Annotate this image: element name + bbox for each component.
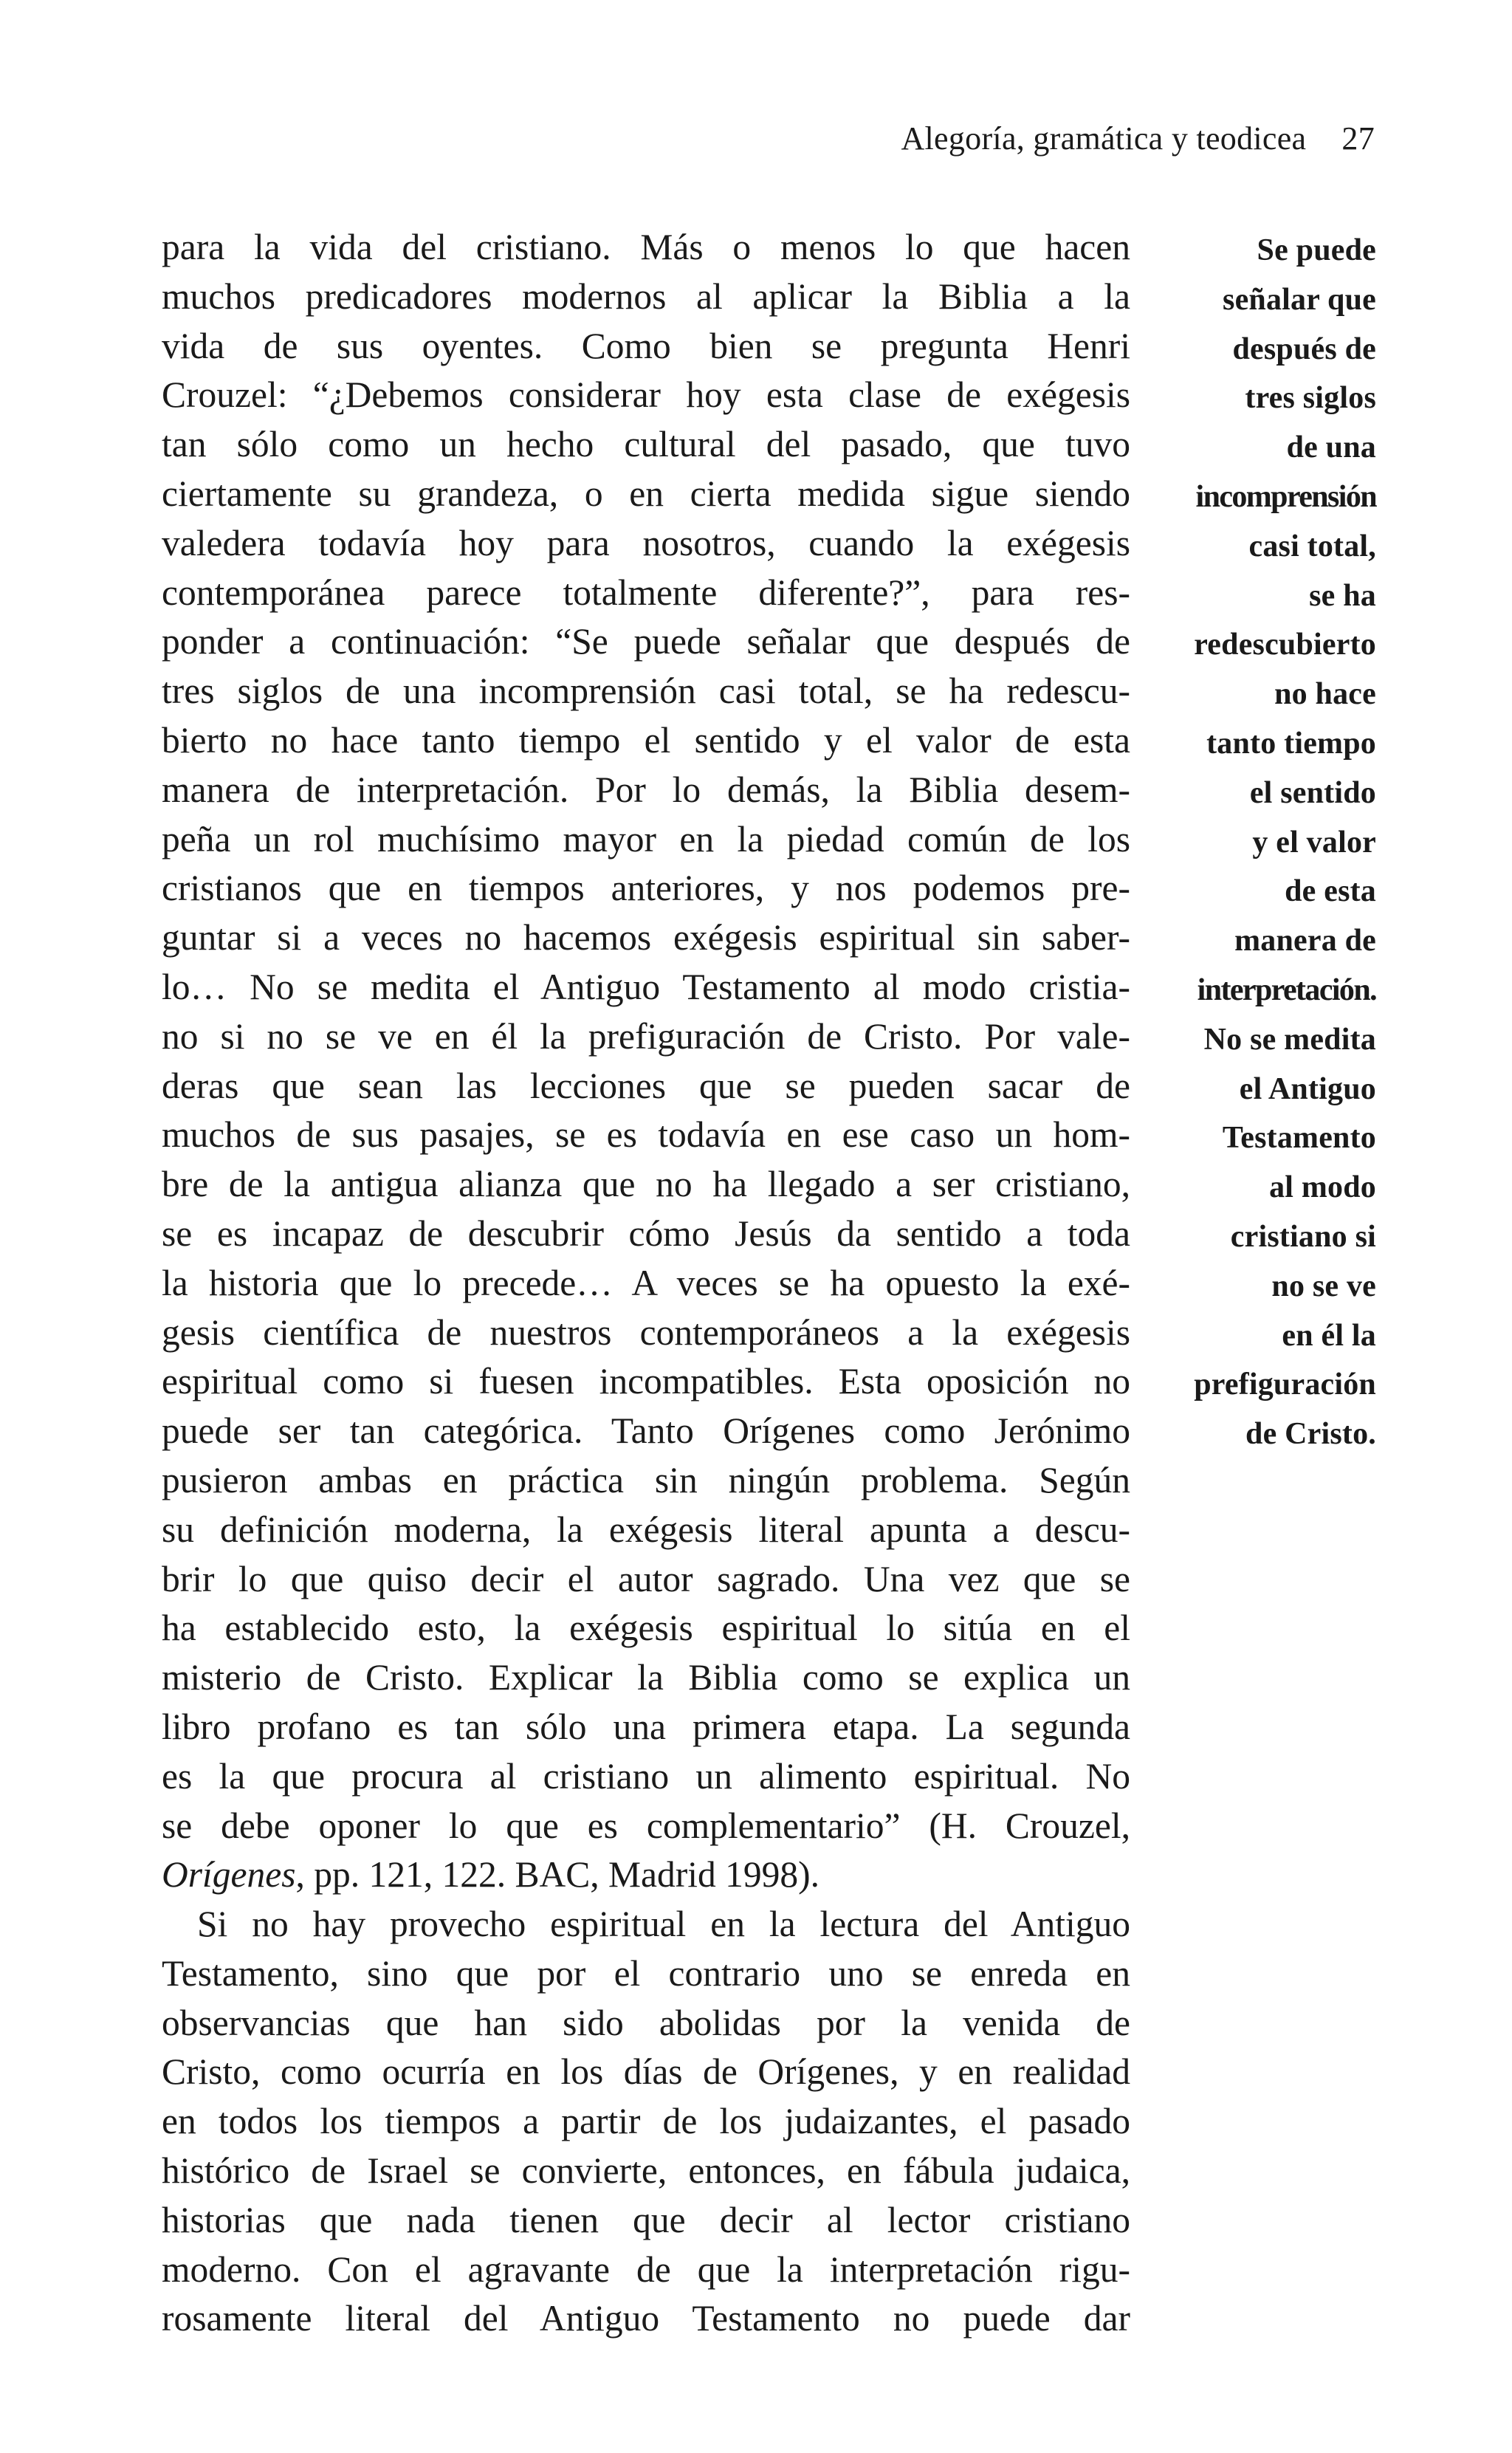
running-head [901, 117, 1375, 161]
margin-note-line: al modo [1269, 1170, 1376, 1205]
text-line: bierto no hace tanto tiempo el sentido y el valor de esta [162, 719, 1130, 761]
text-line: muchos de sus pasajes, se es todavía en ese caso un hom- [162, 1114, 1130, 1156]
text-line: es la que procura al cristiano un alimento espiritual. No [162, 1755, 1130, 1797]
text-line: ha establecido esto, la exégesis espiritual lo sitúa en el [162, 1608, 1130, 1649]
margin-pull-quote [1152, 226, 1376, 1459]
margin-note-line: de esta [1285, 874, 1376, 909]
margin-note-line: de Cristo. [1245, 1417, 1376, 1452]
text-line: rosamente literal del Antiguo Testamento no puede dar [162, 2298, 1130, 2339]
margin-note-line: de una [1286, 430, 1376, 465]
margin-note-line: y el valor [1252, 825, 1376, 860]
text-line: guntar si a veces no hacemos exégesis espiritual sin saber- [162, 917, 1130, 958]
text-line: en todos los tiempos a partir de los judaizantes, el pasado [162, 2101, 1130, 2142]
citation-title: Orígenes [162, 1854, 296, 1896]
margin-note-line: no hace [1274, 677, 1376, 712]
text-line: se debe oponer lo que es complementario” (H. Crouzel, [162, 1805, 1130, 1846]
margin-note-line: cristiano si [1230, 1219, 1376, 1254]
margin-note-line: señalar que [1223, 282, 1376, 317]
margin-note-line: el Antiguo [1239, 1071, 1376, 1106]
text-line: no si no se ve en él la prefiguración de Cristo. Por vale- [162, 1015, 1130, 1057]
margin-note-line: casi total, [1248, 529, 1376, 563]
text-line: misterio de Cristo. Explicar la Biblia como se explica un [162, 1657, 1130, 1698]
text-line: manera de interpretación. Por lo demás, la Biblia desem- [162, 769, 1130, 810]
margin-note-line: Se puede [1257, 233, 1376, 267]
margin-note-line: se ha [1309, 578, 1376, 613]
text-line: espiritual como si fuesen incompatibles. Esta oposición no [162, 1361, 1130, 1402]
text-line: puede ser tan categórica. Tanto Orígenes como Jerónimo [162, 1410, 1130, 1452]
text-line: tan sólo como un hecho cultural del pasado, que tuvo [162, 424, 1130, 465]
text-line: libro profano es tan sólo una primera etapa. La segunda [162, 1706, 1130, 1747]
margin-note-line: manera de [1234, 924, 1376, 958]
text-line: valedera todavía hoy para nosotros, cuando la exégesis [162, 522, 1130, 563]
text-line: pusieron ambas en práctica sin ningún problema. Según [162, 1459, 1130, 1500]
margin-note-line: incomprensión [1195, 479, 1376, 514]
text-line: la historia que lo precede… A veces se ha opuesto la exé- [162, 1262, 1130, 1303]
text-line: historias que nada tienen que decir al lector cristiano [162, 2199, 1130, 2240]
text-line: para la vida del cristiano. Más o menos lo que hacen [162, 227, 1130, 267]
text-line: deras que sean las lecciones que se pueden sacar de [162, 1065, 1130, 1106]
text-line: su definición moderna, la exégesis literal apunta a descu- [162, 1509, 1130, 1550]
text-line: peña un rol muchísimo mayor en la piedad común de los [162, 818, 1130, 860]
text-line: ciertamente su grandeza, o en cierta medida sigue siendo [162, 473, 1130, 514]
text-line: Testamento, sino que por el contrario uno se enreda en [162, 1952, 1130, 1994]
margin-note-line: en él la [1282, 1318, 1376, 1353]
text-line: ponder a continuación: “Se puede señalar que después de [162, 621, 1130, 662]
page-number: 27 [1341, 120, 1375, 157]
text-line: Crouzel: “¿Debemos considerar hoy esta clase de exégesis [162, 374, 1130, 416]
margin-note-line: no se ve [1271, 1269, 1376, 1303]
text-line: se es incapaz de descubrir cómo Jesús da sentido a toda [162, 1212, 1130, 1254]
citation-rest: , pp. 121, 122. BAC, Madrid 1998). [295, 1854, 819, 1896]
text-line: cristianos que en tiempos anteriores, y nos podemos pre- [162, 868, 1130, 909]
text-line: Cristo, como ocurría en los días de Orígenes, y en realidad [162, 2051, 1130, 2093]
text-line: vida de sus oyentes. Como bien se pregunta Henri [162, 325, 1130, 366]
citation-line [162, 1850, 1130, 1900]
margin-note-line: Testamento [1222, 1121, 1376, 1156]
text-line: Si no hay provecho espiritual en la lectura del Antiguo [197, 1904, 1130, 1945]
margin-note-line: No se medita [1203, 1022, 1376, 1057]
text-line: bre de la antigua alianza que no ha llegado a ser cristiano, [162, 1164, 1130, 1205]
text-line: moderno. Con el agravante de que la interpretación rigu- [162, 2248, 1130, 2290]
main-text [162, 223, 1130, 2344]
text-line: observancias que han sido abolidas por la venida de [162, 2002, 1130, 2043]
text-line: histórico de Israel se convierte, entonces, en fábula judaica, [162, 2150, 1130, 2192]
text-line: lo… No se medita el Antiguo Testamento al modo cristia- [162, 966, 1130, 1007]
margin-note-line: redescubierto [1194, 628, 1376, 662]
margin-note-line: el sentido [1249, 775, 1376, 810]
text-line: brir lo que quiso decir el autor sagrado. Una vez que se [162, 1558, 1130, 1599]
margin-note-line: tres siglos [1245, 381, 1376, 416]
text-line: muchos predicadores modernos al aplicar la Biblia a la [162, 275, 1130, 317]
margin-note-line: tanto tiempo [1206, 726, 1376, 761]
running-head-title: Alegoría, gramática y teodicea [901, 120, 1307, 157]
margin-note-line: prefiguración [1194, 1368, 1376, 1402]
margin-note-line: después de [1232, 332, 1376, 366]
text-line: gesis científica de nuestros contemporáneos a la exégesis [162, 1311, 1130, 1353]
text-line: contemporánea parece totalmente diferente?”, para res- [162, 572, 1130, 613]
text-line: tres siglos de una incomprensión casi total, se ha redescu- [162, 670, 1130, 712]
margin-note-line: interpretación. [1197, 972, 1376, 1007]
